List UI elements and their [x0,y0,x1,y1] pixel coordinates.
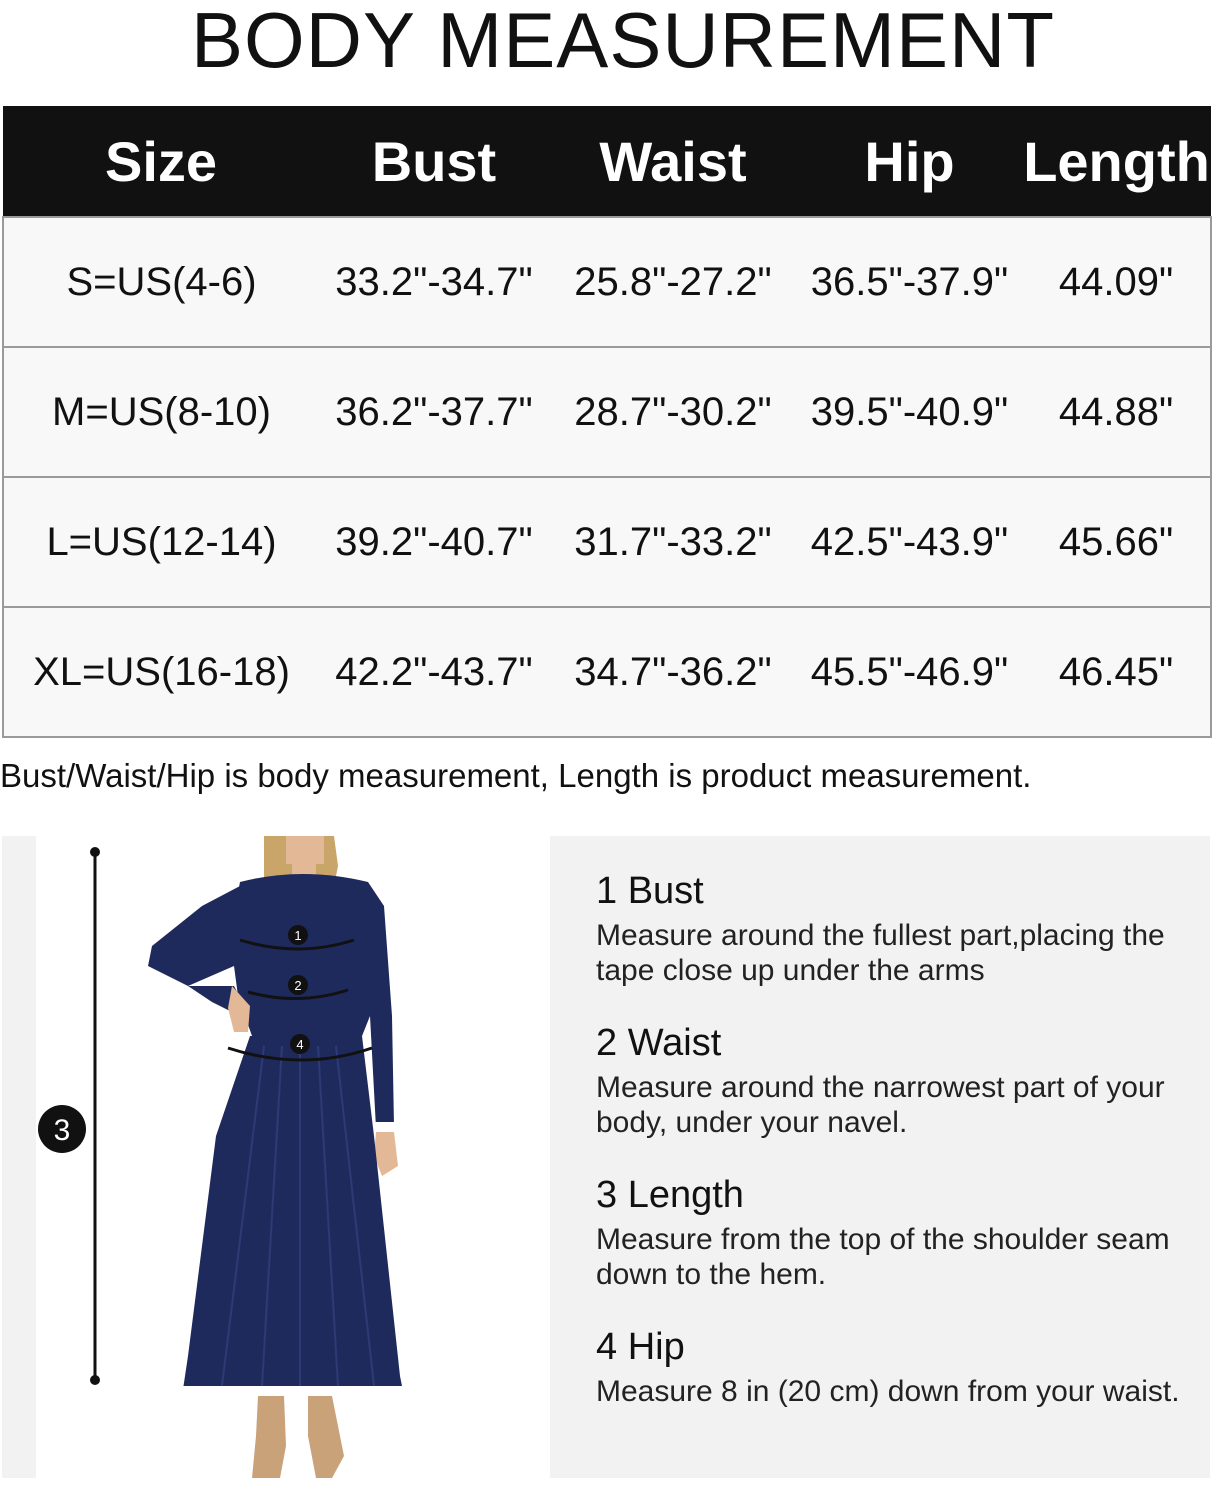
guide-description: Measure around the fullest part,placing the tape close up under the arms [596,919,1165,987]
header-size: Size [3,106,319,217]
guide-item-length [596,1174,1206,1292]
guide-heading: 4 Hip [596,1326,685,1368]
cell-bust: 36.2"-37.7" [319,347,549,477]
cell-hip: 36.5"-37.9" [797,217,1022,347]
guide-item-bust [596,870,1206,988]
cell-waist: 28.7"-30.2" [549,347,797,477]
cell-length: 44.88" [1022,347,1211,477]
table-row [3,477,1211,607]
cell-waist: 31.7"-33.2" [549,477,797,607]
guide-description: Measure from the top of the shoulder seam down to the hem. [596,1223,1170,1291]
header-waist: Waist [549,106,797,217]
cell-bust: 33.2"-34.7" [319,217,549,347]
header-bust: Bust [319,106,549,217]
cell-waist: 25.8"-27.2" [549,217,797,347]
length-indicator [38,847,100,1385]
waist-marker-label: 2 [294,978,302,993]
cell-hip: 45.5"-46.9" [797,607,1022,737]
cell-hip: 42.5"-43.9" [797,477,1022,607]
cell-length: 44.09" [1022,217,1211,347]
bust-marker-label: 1 [294,928,302,943]
cell-size: L=US(12-14) [3,477,319,607]
guide-item-hip [596,1326,1206,1409]
cell-bust: 42.2"-43.7" [319,607,549,737]
cell-bust: 39.2"-40.7" [319,477,549,607]
length-marker-label: 3 [53,1114,71,1147]
table-header-row [3,106,1211,217]
cell-size: XL=US(16-18) [3,607,319,737]
guide-heading: 3 Length [596,1174,744,1216]
guide-description: Measure around the narrowest part of your body, under your navel. [596,1071,1165,1139]
measurement-note: Bust/Waist/Hip is body measurement, Length is product measurement. [0,757,1032,794]
table-row [3,217,1211,347]
table-row [3,347,1211,477]
guide-heading: 1 Bust [596,870,704,912]
model-illustration [2,836,520,1478]
guide-item-waist [596,1022,1206,1140]
model-figure [148,836,404,1478]
cell-length: 46.45" [1022,607,1211,737]
guide-description: Measure 8 in (20 cm) down from your waist. [596,1375,1180,1408]
hip-marker-label: 4 [296,1037,304,1052]
cell-hip: 39.5"-40.9" [797,347,1022,477]
cell-waist: 34.7"-36.2" [549,607,797,737]
header-length: Length [1022,106,1211,217]
size-chart-table [2,106,1212,738]
table-row [3,607,1211,737]
page-title: BODY MEASUREMENT [190,0,1056,84]
cell-size: S=US(4-6) [3,217,319,347]
guide-heading: 2 Waist [596,1022,722,1064]
header-hip: Hip [797,106,1022,217]
measuring-guide [550,836,1210,1478]
cell-size: M=US(8-10) [3,347,319,477]
side-strip [2,836,36,1478]
cell-length: 45.66" [1022,477,1211,607]
